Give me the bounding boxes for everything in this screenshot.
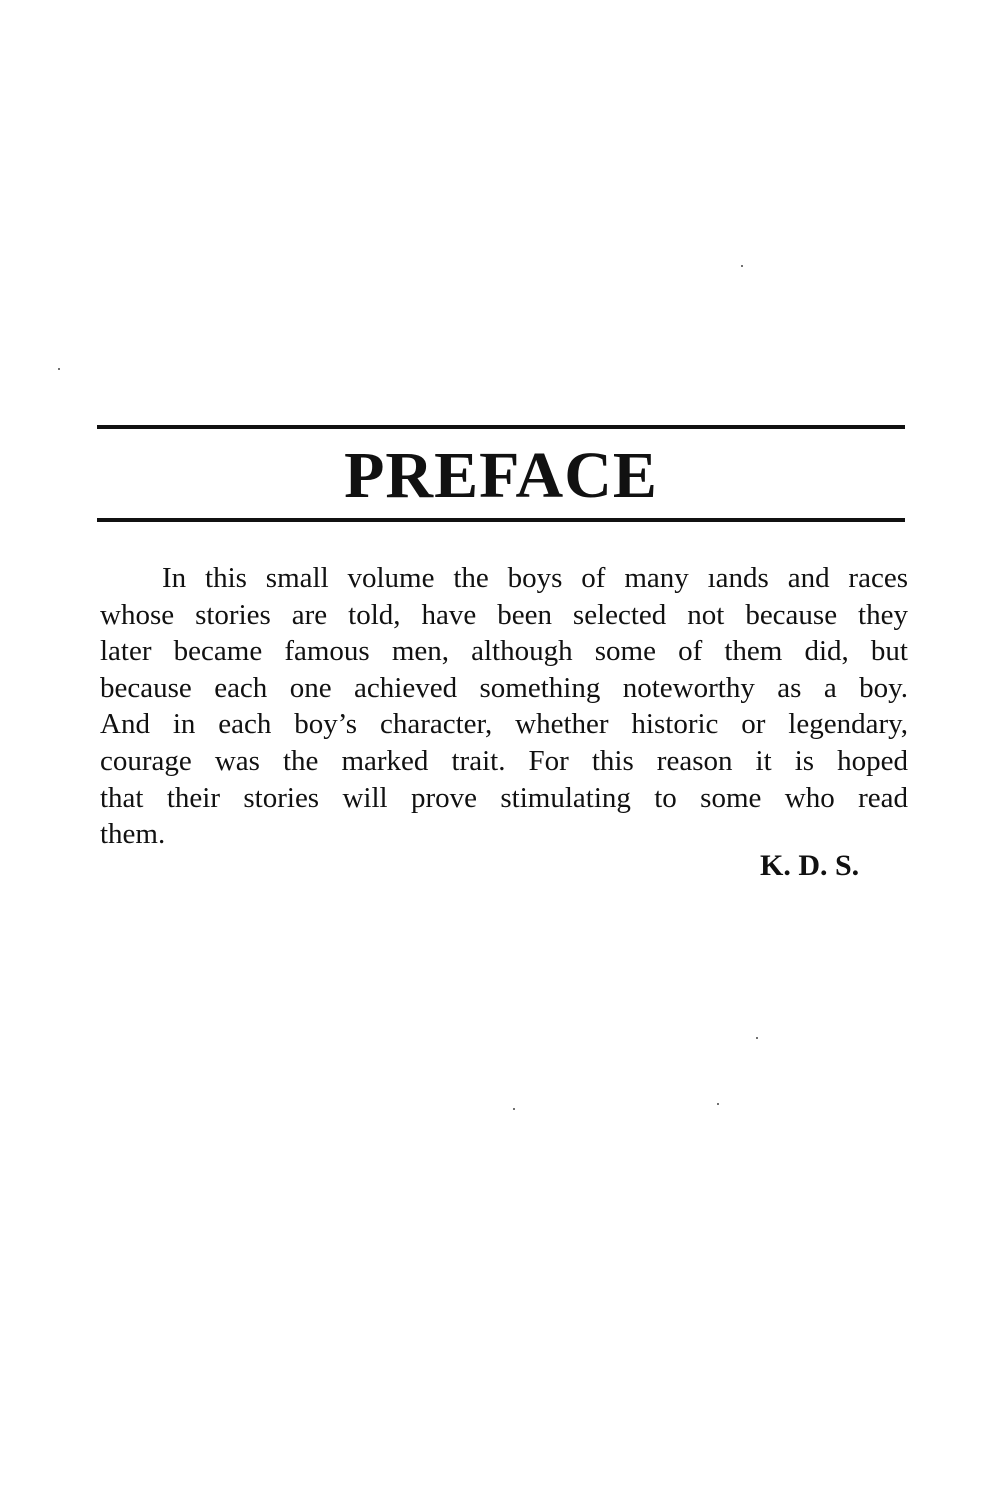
paragraph-line: And in each boy’s character, whether historic or legendary, — [100, 708, 908, 741]
paragraph-line: later became famous men, although some of them did, but — [100, 635, 908, 668]
author-initials: K. D. S. — [760, 849, 860, 882]
top-rule — [97, 425, 905, 429]
paragraph-line: them. — [100, 818, 166, 851]
scan-speck — [756, 1037, 758, 1039]
preface-paragraph — [100, 560, 908, 853]
scan-speck — [741, 265, 743, 267]
paragraph-line: that their stories will prove stimulating to some who read — [100, 781, 908, 814]
paragraph-line: courage was the marked trait. For this reason it is hoped — [100, 744, 908, 777]
scan-speck — [58, 368, 60, 370]
bottom-rule — [97, 518, 905, 522]
paragraph-line: In this small volume the boys of many ıands and races — [162, 562, 908, 594]
paragraph-line: whose stories are told, have been selected not because they — [100, 598, 908, 631]
paragraph-line: because each one achieved something noteworthy as a boy. — [100, 671, 908, 704]
scan-speck — [717, 1103, 719, 1105]
scan-speck — [513, 1108, 515, 1110]
page-title: PREFACE — [344, 439, 658, 512]
